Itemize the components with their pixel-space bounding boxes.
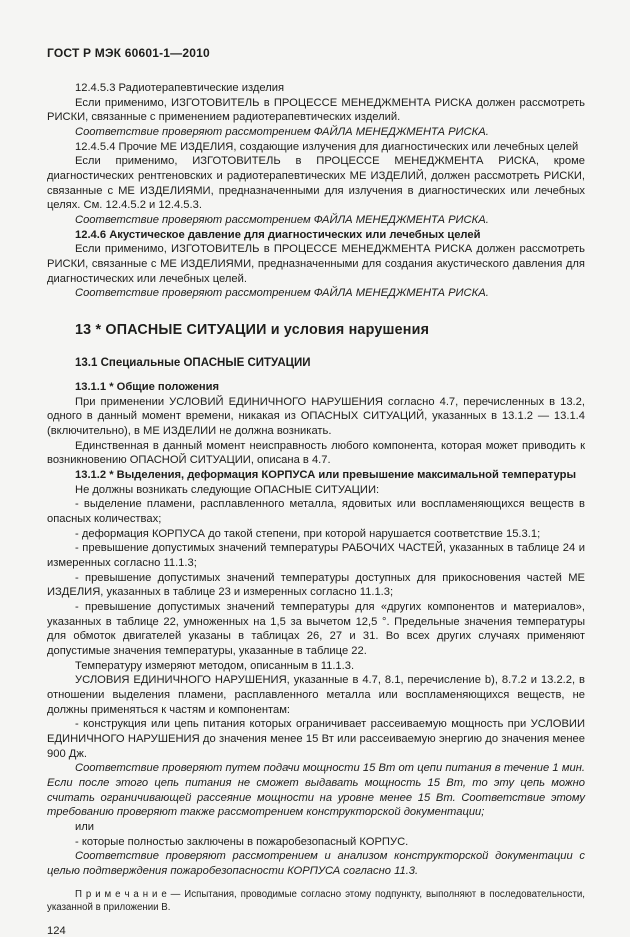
- list-item-dash: - которые полностью заключены в пожаробезопасный КОРПУС.: [75, 835, 409, 848]
- compliance-statement: Соответствие проверяют путем подачи мощности 15 Вт от цепи питания в течение 1 мин. Если после этого цепь питания не сможет выдавать мощность 15 Вт, то эту цепь можно считать ограничивающей рассеяние мощности на уровне менее 15 Вт. Соответствие этому требованию проверяют также рассмотрением конструкторской документации;: [47, 762, 585, 819]
- document-body: [47, 81, 585, 914]
- standard-designation-header: ГОСТ Р МЭК 60601-1—2010: [47, 46, 210, 60]
- clause-heading-13-1-1: 13.1.1 * Общие положения: [75, 380, 220, 393]
- list-item-dash: - выделение пламени, расплавленного металла, ядовитых или воспламеняющихся веществ в опасных количествах;: [47, 498, 585, 525]
- clause-paragraph: При применении УСЛОВИЙ ЕДИНИЧНОГО НАРУШЕНИЯ согласно 4.7, перечисленных в 13.2, одного в данный момент времени, никакая из ОПАСНЫХ СИТУАЦИЙ, указанных в 13.1.2 — 13.1.4 (включительно), в МЕ ИЗДЕЛИИ не должна возникать.: [47, 395, 585, 437]
- compliance-statement: Соответствие проверяют рассмотрением и анализом конструкторской документации с целью подтверждения пожаробезопасности КОРПУСА согласно 11.3.: [47, 850, 585, 878]
- clause-heading-13-1-2: 13.1.2 * Выделения, деформация КОРПУСА или превышение максимальной температуры: [75, 468, 577, 481]
- compliance-statement: Соответствие проверяют рассмотрением ФАЙЛА МЕНЕДЖМЕНТА РИСКА.: [75, 214, 489, 227]
- section-heading-13: 13 * ОПАСНЫЕ СИТУАЦИИ и условия нарушения: [75, 322, 430, 339]
- list-item-dash: - конструкция или цепь питания которых ограничивает рассеиваемую мощность при УСЛОВИИ ЕДИНИЧНОГО НАРУШЕНИЯ до значения менее 15 Вт или рассеиваемую энергию до значения менее 900 Дж.: [47, 718, 585, 760]
- clause-paragraph: Если применимо, ИЗГОТОВИТЕЛЬ в ПРОЦЕССЕ МЕНЕДЖМЕНТА РИСКА, кроме диагностических рентгеновских и радиотерапевтических МЕ ИЗДЕЛИЙ, должен рассмотреть РИСКИ, связанные с МЕ ИЗДЕЛИЯМИ, предназначенными для излучения в диагностических или лечебных целях. См. 12.4.5.2 и 12.4.5.3.: [47, 155, 585, 212]
- list-item-dash: - превышение допустимых значений температуры для «других компонентов и материалов», указанных в таблице 22, умноженных на 1,5 за вычетом 12,5 °. Предельные значения температуры для обмоток двигателей указаны в таблицах 26, 27 и 31. Во всех других случаях применяют допустимые значения температуры, указанные в таблице 22.: [47, 600, 585, 657]
- compliance-statement: Соответствие проверяют рассмотрением ФАЙЛА МЕНЕДЖМЕНТА РИСКА.: [75, 287, 489, 300]
- clause-title-12-4-5-4: 12.4.5.4 Прочие МЕ ИЗДЕЛИЯ, создающие излучения для диагностических или лечебных целей: [75, 140, 579, 153]
- list-item-dash: - превышение допустимых значений температуры доступных для прикосновения частей МЕ ИЗДЕЛИЯ, указанных в таблице 23 и измеренных согласно 11.1.3;: [47, 571, 585, 599]
- compliance-statement: Соответствие проверяют рассмотрением ФАЙЛА МЕНЕДЖМЕНТА РИСКА.: [75, 126, 489, 139]
- clause-paragraph: УСЛОВИЯ ЕДИНИЧНОГО НАРУШЕНИЯ, указанные в 4.7, 8.1, перечисление b), 8.7.2 и 13.2.2, в отношении выделения пламени, расплавленного металла или воспламеняющихся веществ, не должны применяться к частям и компонентам:: [47, 674, 585, 716]
- subsection-heading-13-1: 13.1 Специальные ОПАСНЫЕ СИТУАЦИИ: [75, 356, 311, 369]
- clause-heading-12-4-6: 12.4.6 Акустическое давление для диагностических или лечебных целей: [75, 228, 481, 241]
- list-item-dash: - превышение допустимых значений температуры РАБОЧИХ ЧАСТЕЙ, указанных в таблице 24 и измеренных согласно 11.1.3;: [47, 542, 585, 569]
- clause-paragraph: Температуру измеряют методом, описанным в 11.1.3.: [75, 659, 355, 672]
- page-number: 124: [47, 924, 66, 937]
- clause-paragraph: Если применимо, ИЗГОТОВИТЕЛЬ в ПРОЦЕССЕ МЕНЕДЖМЕНТА РИСКА должен рассмотреть РИСКИ, связанные с применением радиотерапевтических изделий.: [47, 96, 585, 124]
- clause-title-12-4-5-3: 12.4.5.3 Радиотерапевтические изделия: [75, 82, 285, 94]
- clause-paragraph: Единственная в данный момент неисправность любого компонента, которая может приводить к возникновению ОПАСНОЙ СИТУАЦИИ, описана в 4.7.: [47, 439, 585, 467]
- clause-paragraph: Если применимо, ИЗГОТОВИТЕЛЬ в ПРОЦЕССЕ МЕНЕДЖМЕНТА РИСКА должен рассмотреть РИСКИ, связанные с МЕ ИЗДЕЛИЯМИ, предназначенными для создания акустического давления для диагностических или лечебных целей.: [47, 243, 585, 285]
- note-paragraph: П р и м е ч а н и е — Испытания, проводимые согласно этому подпункту, выполняют в последовательности, указанной в приложении В.: [47, 888, 585, 913]
- clause-paragraph: Не должны возникать следующие ОПАСНЫЕ СИТУАЦИИ:: [75, 483, 380, 496]
- connector-word: или: [75, 821, 95, 834]
- list-item-dash: - деформация КОРПУСА до такой степени, при которой нарушается соответствие 15.3.1;: [75, 527, 541, 540]
